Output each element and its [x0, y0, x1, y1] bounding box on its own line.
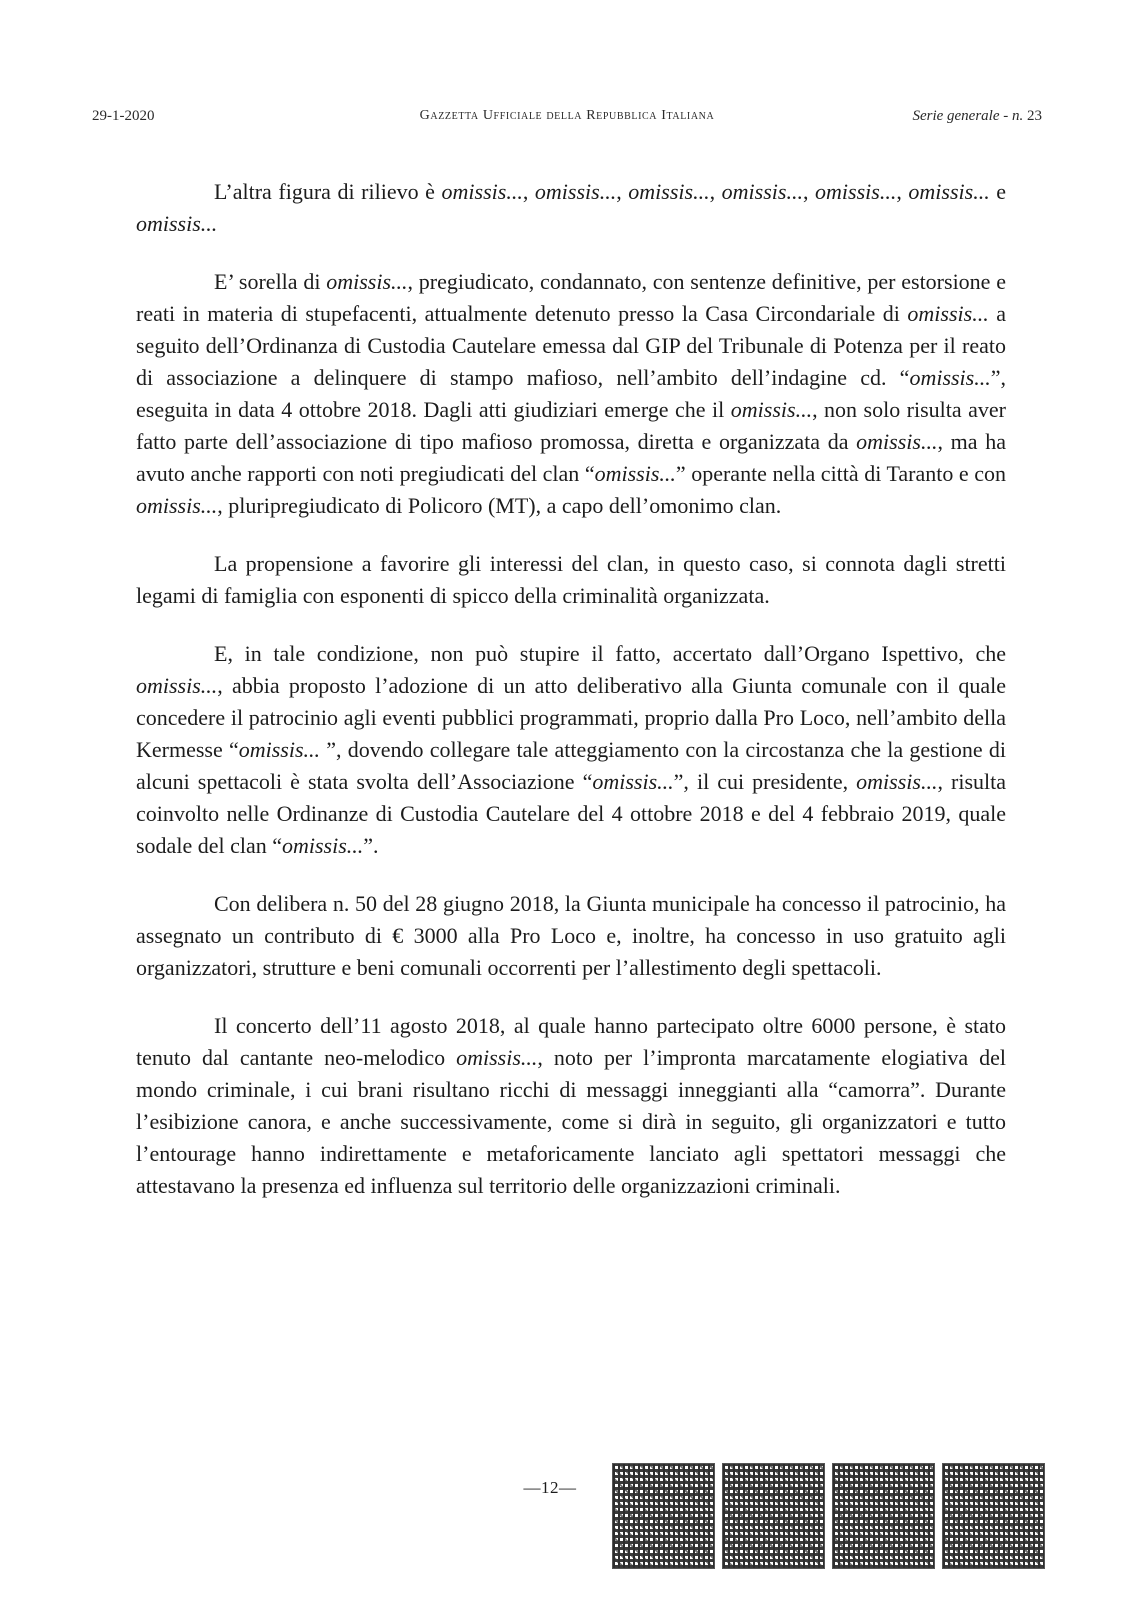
- paragraph-6: [136, 1010, 1006, 1202]
- omissis-text: omissis...: [721, 179, 803, 204]
- paragraph-text: , risulta coinvolto nelle Ordinanze di Custodia Cautelare del 4 ottobre 2018 e del 4 febbraio 2019, quale sodale del clan “: [136, 769, 1006, 858]
- omissis-text: omissis...: [136, 493, 218, 518]
- barcode: [612, 1463, 1045, 1569]
- series-label: [912, 108, 1042, 125]
- omissis-text: omissis...: [815, 179, 897, 204]
- omissis-text: omissis...: [594, 461, 676, 486]
- paragraph-text: ”, il cui presidente,: [673, 769, 857, 794]
- paragraph-text: a seguito dell’Ordinanza di Custodia Cautelare emessa dal GIP del Tribunale di Potenza per il reato di associazione a delinquere di stampo mafioso, nell’ambito dell’indagine cd. “: [136, 301, 1007, 390]
- paragraph-text: ,: [896, 179, 909, 204]
- omissis-text: omissis...: [238, 737, 321, 762]
- omissis-text: omissis...: [136, 673, 218, 698]
- paragraph-text: L’altra figura di rilievo è: [214, 179, 442, 204]
- omissis-text: omissis...: [456, 1045, 538, 1070]
- omissis-text: omissis...: [534, 179, 617, 204]
- paragraph-text: ”, eseguita in data 4 ottobre 2018. Dagli atti giudiziari emerge che il: [136, 365, 1006, 422]
- paragraph-text: Con delibera n. 50 del 28 giugno 2018, la Giunta municipale ha concesso il patrocinio, ha assegnato un contributo di € 3000 alla Pro Loco e, inoltre, ha concesso in uso gratuito agli organizzatori, strutture e beni comunali occorrenti per l’allestimento degli spettacoli.: [136, 891, 1006, 980]
- paragraph-text: , ma ha avuto anche rapporti con noti pregiudicati del clan “: [136, 429, 1006, 486]
- page-header: [92, 108, 1042, 132]
- omissis-text: omissis...: [907, 301, 989, 326]
- paragraph-text: ,: [616, 179, 629, 204]
- omissis-text: omissis...: [136, 211, 218, 236]
- paragraph-text: ”.: [363, 833, 379, 858]
- barcode-block: [942, 1463, 1045, 1569]
- omissis-text: omissis...: [282, 833, 364, 858]
- omissis-text: omissis...: [856, 429, 938, 454]
- header-date: 29-1-2020: [92, 108, 155, 124]
- paragraph-5: [136, 888, 1006, 984]
- series-number: 23: [1027, 108, 1042, 124]
- paragraph-text: , pregiudicato, condannato, con sentenze definitive, per estorsione e reati in materia di stupefacenti, attualmente detenuto presso la Casa Circondariale di: [136, 269, 1006, 326]
- paragraph-text: E’ sorella di: [214, 269, 327, 294]
- gazette-title: Gazzetta Ufficiale della Repubblica Italiana: [419, 108, 715, 123]
- paragraph-4: [136, 638, 1006, 862]
- omissis-text: omissis...: [592, 769, 674, 794]
- barcode-block: [722, 1463, 825, 1569]
- paragraph-text: , pluripregiudicato di Policoro (MT), a capo dell’omonimo clan.: [217, 493, 782, 518]
- paragraph-text: ,: [522, 179, 535, 204]
- omissis-text: omissis...: [441, 179, 523, 204]
- omissis-text: omissis...: [908, 179, 990, 204]
- paragraph-text: ,: [709, 179, 722, 204]
- document-body: [136, 176, 1006, 1228]
- omissis-text: omissis...: [730, 397, 813, 422]
- paragraph-text: ” operante nella città di Taranto e con: [675, 461, 1007, 486]
- paragraph-text: ”, dovendo collegare tale atteggiamento con la circostanza che la gestione di alcuni spettacoli è stata svolta dell’Associazione “: [136, 737, 1006, 794]
- omissis-text: omissis...: [628, 179, 710, 204]
- paragraph-text: e: [989, 179, 1007, 204]
- series-text: Serie generale - n.: [912, 108, 1024, 124]
- barcode-block: [612, 1463, 715, 1569]
- paragraph-text: , non solo risulta aver fatto parte dell’associazione di tipo mafioso promossa, diretta e organizzata da: [136, 397, 1006, 454]
- paragraph-1: [136, 176, 1006, 240]
- omissis-text: omissis...: [856, 769, 938, 794]
- paragraph-2: [136, 266, 1006, 522]
- paragraph-text: ,: [802, 179, 816, 204]
- omissis-text: omissis...: [909, 365, 991, 390]
- paragraph-text: Il concerto dell’11 agosto 2018, al quale hanno partecipato oltre 6000 persone, è stato tenuto dal cantante neo-melodico: [136, 1013, 1006, 1070]
- barcode-block: [832, 1463, 935, 1569]
- paragraph-3: [136, 548, 1006, 612]
- page-number: —12—: [523, 1478, 577, 1497]
- paragraph-text: La propensione a favorire gli interessi del clan, in questo caso, si connota dagli stretti legami di famiglia con esponenti di spicco della criminalità organizzata.: [136, 551, 1006, 608]
- paragraph-text: , abbia proposto l’adozione di un atto deliberativo alla Giunta comunale con il quale concedere il patrocinio agli eventi pubblici programmati, proprio dalla Pro Loco, nell’ambito della Kermesse “: [136, 673, 1006, 762]
- omissis-text: omissis...: [326, 269, 408, 294]
- paragraph-text: E, in tale condizione, non può stupire il fatto, accertato dall’Organo Ispettivo, che: [214, 641, 1006, 666]
- paragraph-text: , noto per l’impronta marcatamente elogiativa del mondo criminale, i cui brani risultano ricchi di messaggi inneggianti alla “camorra”. Durante l’esibizione canora, e anche successivamente, come si dirà in seguito, gli organizzatori e tutto l’entourage hanno indirettamente e metaforicamente lanciato agli spettatori messaggi che attestavano la presenza ed influenza sul territorio delle organizzazioni criminali.: [136, 1045, 1006, 1198]
